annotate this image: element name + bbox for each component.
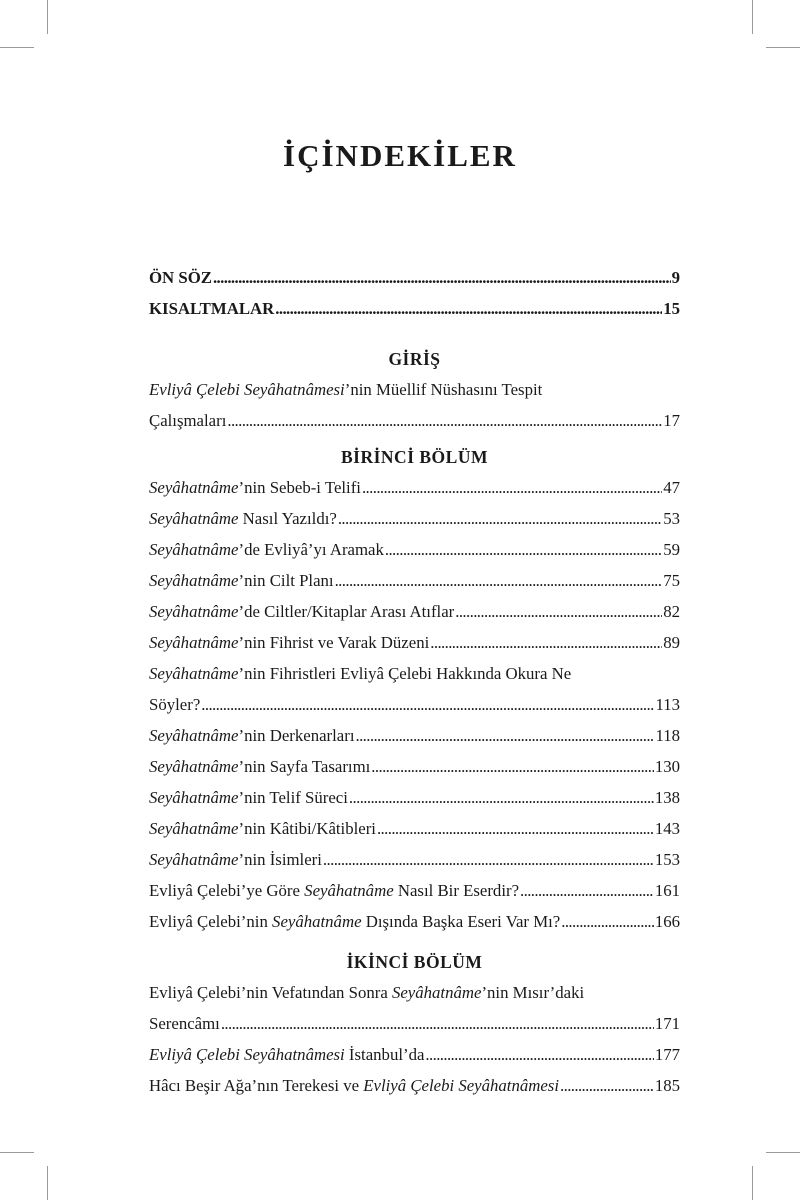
toc-entry-label: Seyâhatnâme’de Ciltler/Kitaplar Arası Atıflar: [149, 602, 455, 621]
toc-entry[interactable]: [149, 844, 680, 875]
toc-page-number: 118: [655, 726, 680, 745]
toc-entry[interactable]: [149, 503, 680, 534]
toc-entry-continuation[interactable]: [149, 689, 680, 720]
toc-entry[interactable]: [149, 720, 680, 751]
toc-entry-label: Seyâhatnâme’nin Kâtibi/Kâtibleri: [149, 819, 376, 838]
toc-page-number: 185: [654, 1076, 680, 1095]
toc-entry-label: Söyler?: [149, 695, 201, 714]
toc-entry[interactable]: [149, 1070, 680, 1101]
toc-entry[interactable]: [149, 906, 680, 937]
dot-leader: [560, 1070, 654, 1101]
toc-entry-label: Evliyâ Çelebi Seyâhatnâmesi İstanbul’da: [149, 1045, 425, 1064]
dot-leader: [275, 293, 662, 324]
dot-leader: [356, 720, 655, 751]
toc-page-number: 9: [671, 268, 680, 287]
toc-page-number: 53: [663, 509, 680, 528]
toc-page-number: 166: [654, 912, 680, 931]
table-of-contents: [149, 262, 680, 1101]
crop-mark: [752, 0, 753, 34]
dot-leader: [201, 689, 654, 720]
dot-leader: [371, 751, 654, 782]
toc-page-number: 47: [663, 478, 680, 497]
crop-mark: [766, 1152, 800, 1153]
toc-entry[interactable]: [149, 813, 680, 844]
toc-entry-label: Çalışmaları: [149, 411, 227, 430]
toc-entry[interactable]: [149, 782, 680, 813]
dot-leader: [455, 596, 662, 627]
dot-leader: [362, 472, 662, 503]
dot-leader: [561, 906, 654, 937]
dot-leader: [221, 1008, 654, 1039]
toc-page-number: 143: [654, 819, 680, 838]
toc-page-number: 138: [654, 788, 680, 807]
toc-entry-label: Evliyâ Çelebi’nin Seyâhatnâme Dışında Başka Eseri Var Mı?: [149, 912, 561, 931]
toc-entry-label: Seyâhatnâme’nin Sebeb-i Telifi: [149, 478, 361, 497]
toc-page-number: 75: [663, 571, 680, 590]
toc-page-number: 59: [663, 540, 680, 559]
dot-leader: [213, 262, 671, 293]
toc-entry-kisaltmalar[interactable]: [149, 293, 680, 324]
toc-entry-label: Hâcı Beşir Ağa’nın Terekesi ve Evliyâ Çelebi Seyâhatnâmesi: [149, 1076, 560, 1095]
toc-entry-label: Evliyâ Çelebi’ye Göre Seyâhatnâme Nasıl Bir Eserdir?: [149, 881, 520, 900]
toc-page-number: 153: [654, 850, 680, 869]
toc-entry[interactable]: [149, 627, 680, 658]
toc-entry[interactable]: [149, 565, 680, 596]
section-heading-ikinci-bolum: İKİNCİ BÖLÜM: [346, 952, 483, 972]
toc-page-number: 82: [663, 602, 680, 621]
toc-entry-label: Seyâhatnâme’nin Cilt Planı: [149, 571, 334, 590]
toc-entry-label: Serencâmı: [149, 1014, 220, 1033]
toc-entry-label: ÖN SÖZ: [149, 268, 212, 287]
toc-entry-label: Evliyâ Çelebi’nin Vefatından Sonra Seyâhatnâme’nin Mısır’daki: [149, 983, 585, 1002]
page-title: İÇİNDEKİLER: [283, 138, 517, 173]
section-heading-birinci-bolum: BİRİNCİ BÖLÜM: [340, 447, 488, 467]
toc-entry[interactable]: [149, 596, 680, 627]
dot-leader: [425, 1039, 653, 1070]
dot-leader: [430, 627, 662, 658]
toc-page-number: 17: [663, 411, 680, 430]
toc-entry[interactable]: [149, 977, 680, 1008]
crop-mark: [766, 47, 800, 48]
crop-mark: [47, 1166, 48, 1200]
toc-entry[interactable]: [149, 534, 680, 565]
toc-entry-continuation[interactable]: [149, 1008, 680, 1039]
dot-leader: [349, 782, 654, 813]
dot-leader: [335, 565, 663, 596]
toc-entry-label: Seyâhatnâme’de Evliyâ’yı Aramak: [149, 540, 384, 559]
crop-mark: [0, 47, 34, 48]
toc-entry-label: Seyâhatnâme Nasıl Yazıldı?: [149, 509, 337, 528]
dot-leader: [338, 503, 662, 534]
toc-entry-label: Seyâhatnâme’nin Sayfa Tasarımı: [149, 757, 371, 776]
toc-entry-on-soz[interactable]: [149, 262, 680, 293]
toc-page-number: 177: [654, 1045, 680, 1064]
toc-page-number: 171: [654, 1014, 680, 1033]
dot-leader: [520, 875, 654, 906]
toc-entry-continuation[interactable]: [149, 405, 680, 436]
toc-entry-label: Seyâhatnâme’nin Fihristleri Evliyâ Çelebi Hakkında Okura Ne: [149, 664, 572, 683]
toc-entry[interactable]: [149, 658, 680, 689]
crop-mark: [47, 0, 48, 34]
dot-leader: [385, 534, 662, 565]
toc-page-number: 89: [663, 633, 680, 652]
toc-entry-label: Evliyâ Çelebi Seyâhatnâmesi’nin Müellif Nüshasını Tespit: [149, 380, 543, 399]
toc-page-number: 113: [655, 695, 680, 714]
toc-entry[interactable]: [149, 1039, 680, 1070]
dot-leader: [377, 813, 654, 844]
toc-entry[interactable]: [149, 374, 680, 405]
dot-leader: [323, 844, 654, 875]
toc-page-number: 130: [654, 757, 680, 776]
toc-entry[interactable]: [149, 751, 680, 782]
toc-entry-label: Seyâhatnâme’nin Telif Süreci: [149, 788, 348, 807]
toc-entry-label: KISALTMALAR: [149, 299, 275, 318]
toc-entry-label: Seyâhatnâme’nin Fihrist ve Varak Düzeni: [149, 633, 430, 652]
toc-entry-label: Seyâhatnâme’nin İsimleri: [149, 850, 322, 869]
crop-mark: [752, 1166, 753, 1200]
toc-entry[interactable]: [149, 472, 680, 503]
toc-entry[interactable]: [149, 875, 680, 906]
toc-entry-label: Seyâhatnâme’nin Derkenarları: [149, 726, 355, 745]
toc-page-number: 15: [663, 299, 680, 318]
toc-page-number: 161: [654, 881, 680, 900]
crop-mark: [0, 1152, 34, 1153]
dot-leader: [227, 405, 662, 436]
section-heading-giris: GİRİŞ: [388, 349, 441, 369]
